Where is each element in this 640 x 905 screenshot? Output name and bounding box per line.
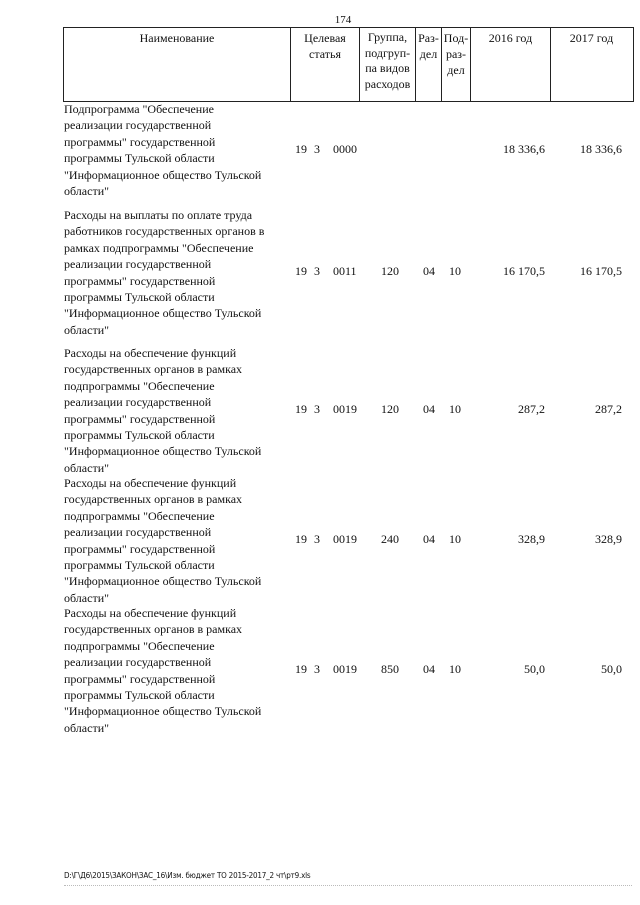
podrazdel: 10	[449, 402, 461, 416]
target-article-part: 3	[314, 402, 320, 416]
row-name-line: программы Тульской области	[64, 151, 215, 166]
target-article-part: 19	[295, 662, 307, 676]
row-name-line: "Информационное общество Тульской	[64, 306, 262, 321]
row-name	[64, 207, 294, 338]
row-name-line: программы" государственной	[64, 411, 216, 426]
target-article-part: 0000	[333, 142, 357, 156]
footer-divider	[64, 885, 632, 886]
razdel: 04	[423, 402, 435, 416]
row-name-line: программы Тульской области	[64, 558, 215, 573]
expense-group: 240	[381, 532, 399, 546]
value-2016: 328,9	[518, 532, 545, 546]
razdel: 04	[423, 662, 435, 676]
row-name-line: государственных органов в рамках	[64, 622, 243, 637]
row-name-line: Подпрограмма "Обеспечение	[64, 102, 214, 116]
row-name-line: работников государственных органов в	[64, 224, 265, 239]
row-name-line: "Информационное общество Тульской	[64, 167, 262, 182]
row-name-line: Расходы на выплаты по оплате труда	[64, 208, 253, 222]
expense-group: 120	[381, 264, 399, 278]
header-2017: 2017 год	[569, 31, 614, 45]
podrazdel: 10	[449, 662, 461, 676]
row-name-line: области"	[64, 322, 110, 337]
header-target-line: статья	[309, 47, 341, 61]
row-name-line: программы" государственной	[64, 541, 216, 556]
row-name-line: "Информационное общество Тульской	[64, 704, 262, 719]
header-target-line: Целевая	[304, 31, 346, 45]
target-article-part: 0019	[333, 402, 357, 416]
podrazdel: 10	[449, 532, 461, 546]
header-razdel-line: Раз-	[418, 31, 439, 45]
row-name-line: программы Тульской области	[64, 688, 215, 703]
target-article-part: 19	[295, 142, 307, 156]
row-name-line: подпрограммы "Обеспечение	[64, 508, 215, 523]
row-name-line: "Информационное общество Тульской	[64, 444, 262, 459]
row-name-line: области"	[64, 184, 110, 199]
value-2016: 16 170,5	[503, 264, 545, 278]
row-name-line: государственных органов в рамках	[64, 362, 243, 377]
row-name-line: области"	[64, 720, 110, 735]
expense-group: 120	[381, 402, 399, 416]
row-name-line: реализации государственной	[64, 525, 212, 540]
header-podrazdel-line: Под-	[443, 31, 469, 45]
row-name-line: области"	[64, 460, 110, 475]
row-name	[64, 101, 294, 199]
header-group-line: Группа,	[367, 30, 408, 44]
row-name-line: реализации государственной	[64, 257, 212, 272]
row-name-line: программы" государственной	[64, 671, 216, 686]
row-name	[64, 475, 294, 606]
header-group-line: подгруп-	[364, 45, 411, 60]
value-2017: 287,2	[595, 402, 622, 416]
row-name-line: Расходы на обеспечение функций	[64, 476, 237, 490]
target-article-part: 0019	[333, 662, 357, 676]
row-name-line: программы" государственной	[64, 273, 216, 288]
row-name-line: Расходы на обеспечение функций	[64, 606, 237, 620]
target-article-part: 3	[314, 662, 320, 676]
value-2017: 16 170,5	[580, 264, 622, 278]
value-2016: 18 336,6	[503, 142, 545, 156]
value-2017: 328,9	[595, 532, 622, 546]
header-podrazdel	[442, 30, 470, 78]
row-name-line: государственных органов в рамках	[64, 492, 243, 507]
row-name-line: программы Тульской области	[64, 290, 215, 305]
header-razdel	[416, 30, 441, 62]
razdel: 04	[423, 264, 435, 278]
header-group-line: па видов	[365, 61, 410, 76]
row-name-line: программы Тульской области	[64, 428, 215, 443]
row-name-line: рамках подпрограммы "Обеспечение	[64, 240, 254, 255]
page-number: 174	[334, 14, 352, 26]
target-article-part: 19	[295, 402, 307, 416]
target-article-part: 3	[314, 142, 320, 156]
row-name-line: программы" государственной	[64, 134, 216, 149]
row-name	[64, 605, 294, 736]
target-article-part: 3	[314, 532, 320, 546]
target-article-part: 3	[314, 264, 320, 278]
target-article-part: 0019	[333, 532, 357, 546]
row-name-line: "Информационное общество Тульской	[64, 574, 262, 589]
row-name-line: реализации государственной	[64, 118, 212, 133]
row-name-line: подпрограммы "Обеспечение	[64, 638, 215, 653]
row-name	[64, 345, 294, 476]
row-name-line: реализации государственной	[64, 655, 212, 670]
row-name-line: подпрограммы "Обеспечение	[64, 378, 215, 393]
target-article-part: 19	[295, 532, 307, 546]
header-razdel-line: дел	[419, 47, 438, 61]
value-2017: 50,0	[601, 662, 622, 676]
footer-file-path: D:\Г\Д6\2015\ЗАКОН\ЗАС_16\Изм. бюджет ТО 2015-2017_2 чт\рт9.xls	[64, 871, 311, 880]
row-name-line: Расходы на обеспечение функций	[64, 346, 237, 360]
header-group	[360, 30, 415, 92]
value-2016: 50,0	[524, 662, 545, 676]
value-2016: 287,2	[518, 402, 545, 416]
expense-group: 850	[381, 662, 399, 676]
header-group-line: расходов	[364, 76, 411, 91]
row-name-line: реализации государственной	[64, 395, 212, 410]
header-podrazdel-line: дел	[447, 63, 465, 77]
header-name: Наименование	[139, 31, 215, 45]
header-podrazdel-line: раз-	[445, 47, 467, 61]
razdel: 04	[423, 532, 435, 546]
value-2017: 18 336,6	[580, 142, 622, 156]
podrazdel: 10	[449, 264, 461, 278]
row-name-line: области"	[64, 590, 110, 605]
header-target-article	[291, 30, 359, 62]
target-article-part: 19	[295, 264, 307, 278]
header-2016: 2016 год	[488, 31, 533, 45]
target-article-part: 0011	[333, 264, 357, 278]
